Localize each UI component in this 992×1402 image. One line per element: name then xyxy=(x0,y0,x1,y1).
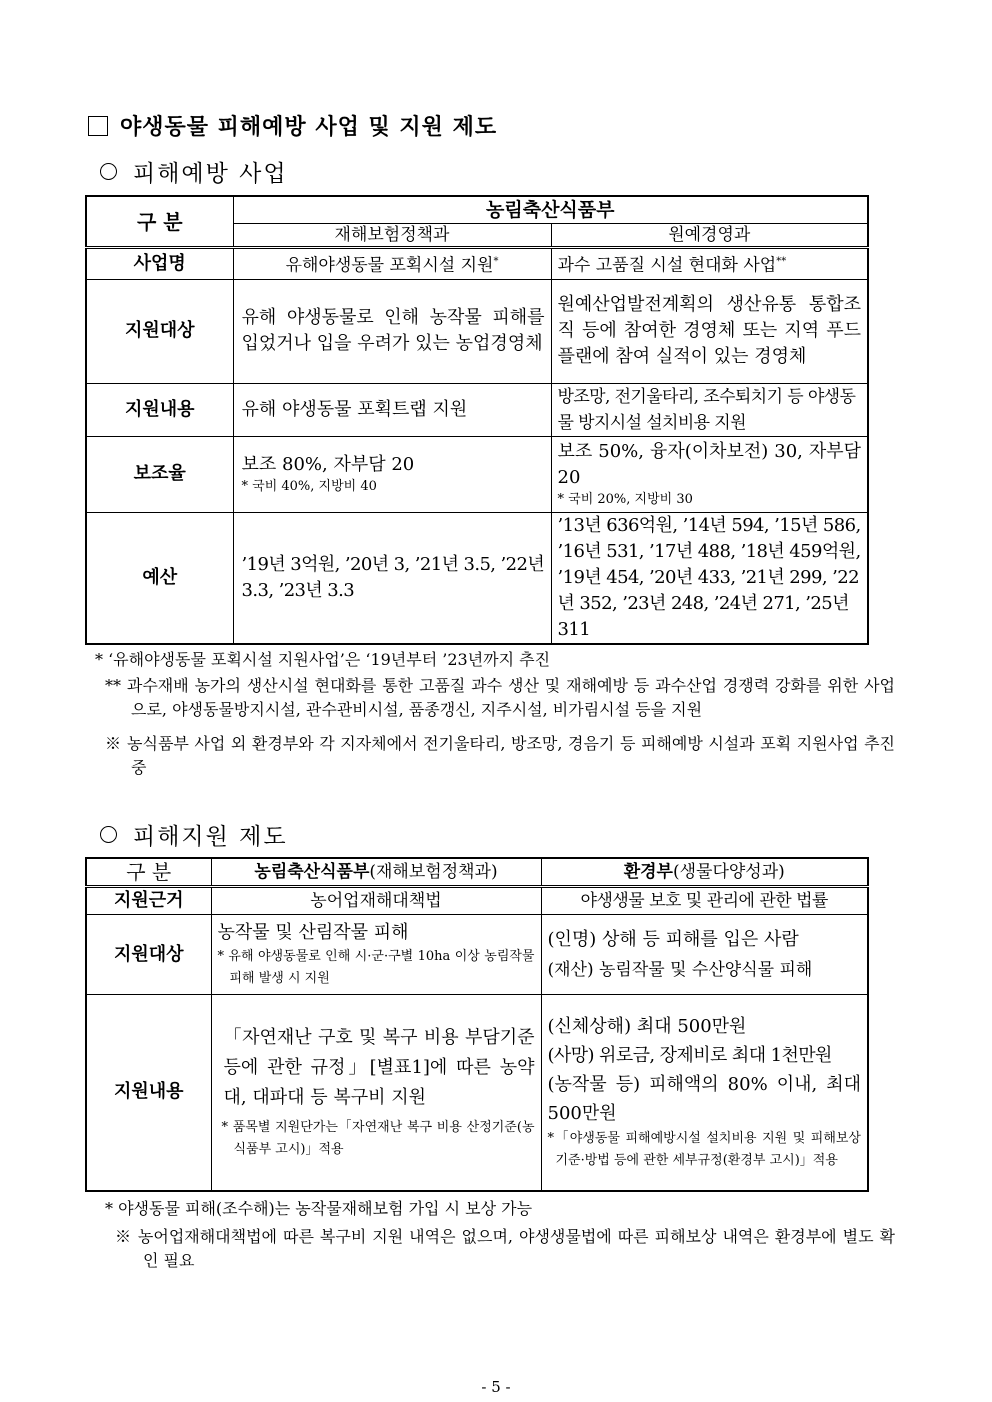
note-item: ※ 농식품부 사업 외 환경부와 각 지자체에서 전기울타리, 방조망, 경음기 등 피해예방 시설과 포획 지원사업 추진중 xyxy=(105,734,895,777)
prevention-notes xyxy=(95,648,895,780)
page-number: - 5 - xyxy=(481,1378,511,1396)
ratio-col1-text: 보조 80%, 자부담 20 xyxy=(241,454,415,476)
table-row xyxy=(86,383,868,436)
content-col2-note: *「야생동물 피해예방시설 설치비용 지원 및 피해보상 기준·방법 등에 관한 세부규정(환경부 고시)」적용 xyxy=(547,1131,861,1169)
note-item: * 야생동물 피해(조수해)는 농작물재해보험 가입 시 보상 가능 xyxy=(105,1199,533,1218)
row-label-basis: 지원근거 xyxy=(86,887,211,915)
prevention-heading-text: 피해예방 사업 xyxy=(133,161,288,187)
target-col2-line2: (재산) 농림작물 및 수산양식물 피해 xyxy=(547,959,813,980)
circle-bullet-icon xyxy=(100,163,117,180)
cell-budget-col1: ’19년 3억원, ’20년 3, ’21년 3.5, ’22년 3.3, ’23년 3.3 xyxy=(233,512,551,644)
circle-bullet-icon xyxy=(100,826,117,843)
header-col2: 환경부(생물다양성과) xyxy=(541,858,868,887)
cell-target-col2: 원예산업발전계획의 생산유통 통합조직 등에 참여한 경영체 또는 지역 푸드플랜에 참여 실적이 있는 경영체 xyxy=(551,279,868,383)
support-notes xyxy=(105,1197,895,1273)
content-col2-line2: (사망) 위로금, 장제비로 최대 1천만원 xyxy=(547,1045,832,1067)
cell-content-col1: 유해 야생동물 포획트랩 지원 xyxy=(233,383,551,436)
header-category: 구 분 xyxy=(86,858,211,887)
table-row xyxy=(86,279,868,383)
target-col1-note: * 유해 야생동물로 인해 시·군·구별 10ha 이상 농림작물 피해 발생 시 지원 xyxy=(217,948,535,986)
target-col1-text: 농작물 및 산림작물 피해 xyxy=(217,921,409,943)
section-title xyxy=(88,110,497,141)
header-ministry: 농림축산식품부 xyxy=(233,196,868,224)
table-header-row xyxy=(86,858,868,887)
content-col2-line3: (농작물 등) 피해액의 80% 이내, 최대 500만원 xyxy=(547,1074,861,1125)
cell-basis-col2: 야생생물 보호 및 관리에 관한 법률 xyxy=(541,887,868,915)
cell-content-col2: 방조망, 전기울타리, 조수퇴치기 등 야생동물 방지시설 설치비용 지원 xyxy=(551,383,868,436)
content-col1-note: * 품목별 지원단가는「자연재난 복구 비용 산정기준(농식품부 고시)」적용 xyxy=(221,1120,535,1158)
ratio-col2-text: 보조 50%, 융자(이차보전) 30, 자부담 20 xyxy=(557,441,862,489)
ratio-col1-note: * 국비 40%, 지방비 40 xyxy=(241,479,377,495)
table-row xyxy=(86,512,868,644)
header-col1: 농림축산식품부(재해보험정책과) xyxy=(211,858,541,887)
prevention-table xyxy=(85,195,869,645)
note-item: ※ 농어업재해대책법에 따른 복구비 지원 내역은 없으며, 야생생물법에 따른 피해보상 내역은 환경부에 별도 확인 필요 xyxy=(115,1227,895,1270)
prevention-heading xyxy=(100,155,288,188)
cell-target-col2 xyxy=(541,915,868,995)
header-category: 구 분 xyxy=(86,196,233,248)
row-label-project: 사업명 xyxy=(86,248,233,280)
cell-target-col1 xyxy=(211,915,541,995)
table-row xyxy=(86,915,868,995)
ratio-col2-note: * 국비 20%, 지방비 30 xyxy=(557,492,693,508)
target-col2-line1: (인명) 상해 등 피해를 입은 사람 xyxy=(547,928,799,950)
cell-project-col2: 과수 고품질 시설 현대화 사업** xyxy=(551,248,868,280)
row-label-target: 지원대상 xyxy=(86,279,233,383)
support-table xyxy=(85,857,869,1192)
table-row xyxy=(86,248,868,280)
table-row xyxy=(86,995,868,1191)
note-item: * ‘유해야생동물 포획시설 지원사업’은 ‘19년부터 ’23년까지 추진 xyxy=(95,650,551,669)
row-label-content: 지원내용 xyxy=(86,383,233,436)
header-dept1: 재해보험정책과 xyxy=(233,224,551,248)
support-heading-text: 피해지원 제도 xyxy=(133,824,288,850)
row-label-content: 지원내용 xyxy=(86,995,211,1191)
content-col1-text: 「자연재난 구호 및 복구 비용 부담기준 등에 관한 규정」[별표1]에 따른 농약대, 대파대 등 복구비 지원 xyxy=(223,1027,535,1109)
note-item: ** 과수재배 농가의 생산시설 현대화를 통한 고품질 과수 생산 및 재해예방 등 과수산업 경쟁력 강화를 위한 사업으로, 야생동물방지시설, 관수관비시설, 품종갱신, 지주시설, 비가림시설 등을 지원 xyxy=(105,676,895,719)
table-header-row xyxy=(86,196,868,224)
support-heading xyxy=(100,818,288,851)
cell-budget-col2: ’13년 636억원, ’14년 594, ’15년 586, ’16년 531, ’17년 488, ’18년 459억원, ’19년 454, ’20년 433, ’21년 299, ’22년 352, ’23년 248, ’24년 271, ’25년 311 xyxy=(551,512,868,644)
row-label-ratio: 보조율 xyxy=(86,436,233,512)
row-label-target: 지원대상 xyxy=(86,915,211,995)
row-label-budget: 예산 xyxy=(86,512,233,644)
cell-basis-col1: 농어업재해대책법 xyxy=(211,887,541,915)
cell-ratio-col1 xyxy=(233,436,551,512)
cell-content-col2 xyxy=(541,995,868,1191)
cell-ratio-col2 xyxy=(551,436,868,512)
cell-project-col1: 유해야생동물 포획시설 지원* xyxy=(233,248,551,280)
table-row xyxy=(86,887,868,915)
checkbox-square-icon xyxy=(88,116,108,136)
table-row xyxy=(86,436,868,512)
content-col2-line1: (신체상해) 최대 500만원 xyxy=(547,1016,747,1038)
cell-target-col1: 유해 야생동물로 인해 농작물 피해를 입었거나 입을 우려가 있는 농업경영체 xyxy=(233,279,551,383)
section-title-text: 야생동물 피해예방 사업 및 지원 제도 xyxy=(120,114,498,140)
header-dept2: 원예경영과 xyxy=(551,224,868,248)
cell-content-col1 xyxy=(211,995,541,1191)
